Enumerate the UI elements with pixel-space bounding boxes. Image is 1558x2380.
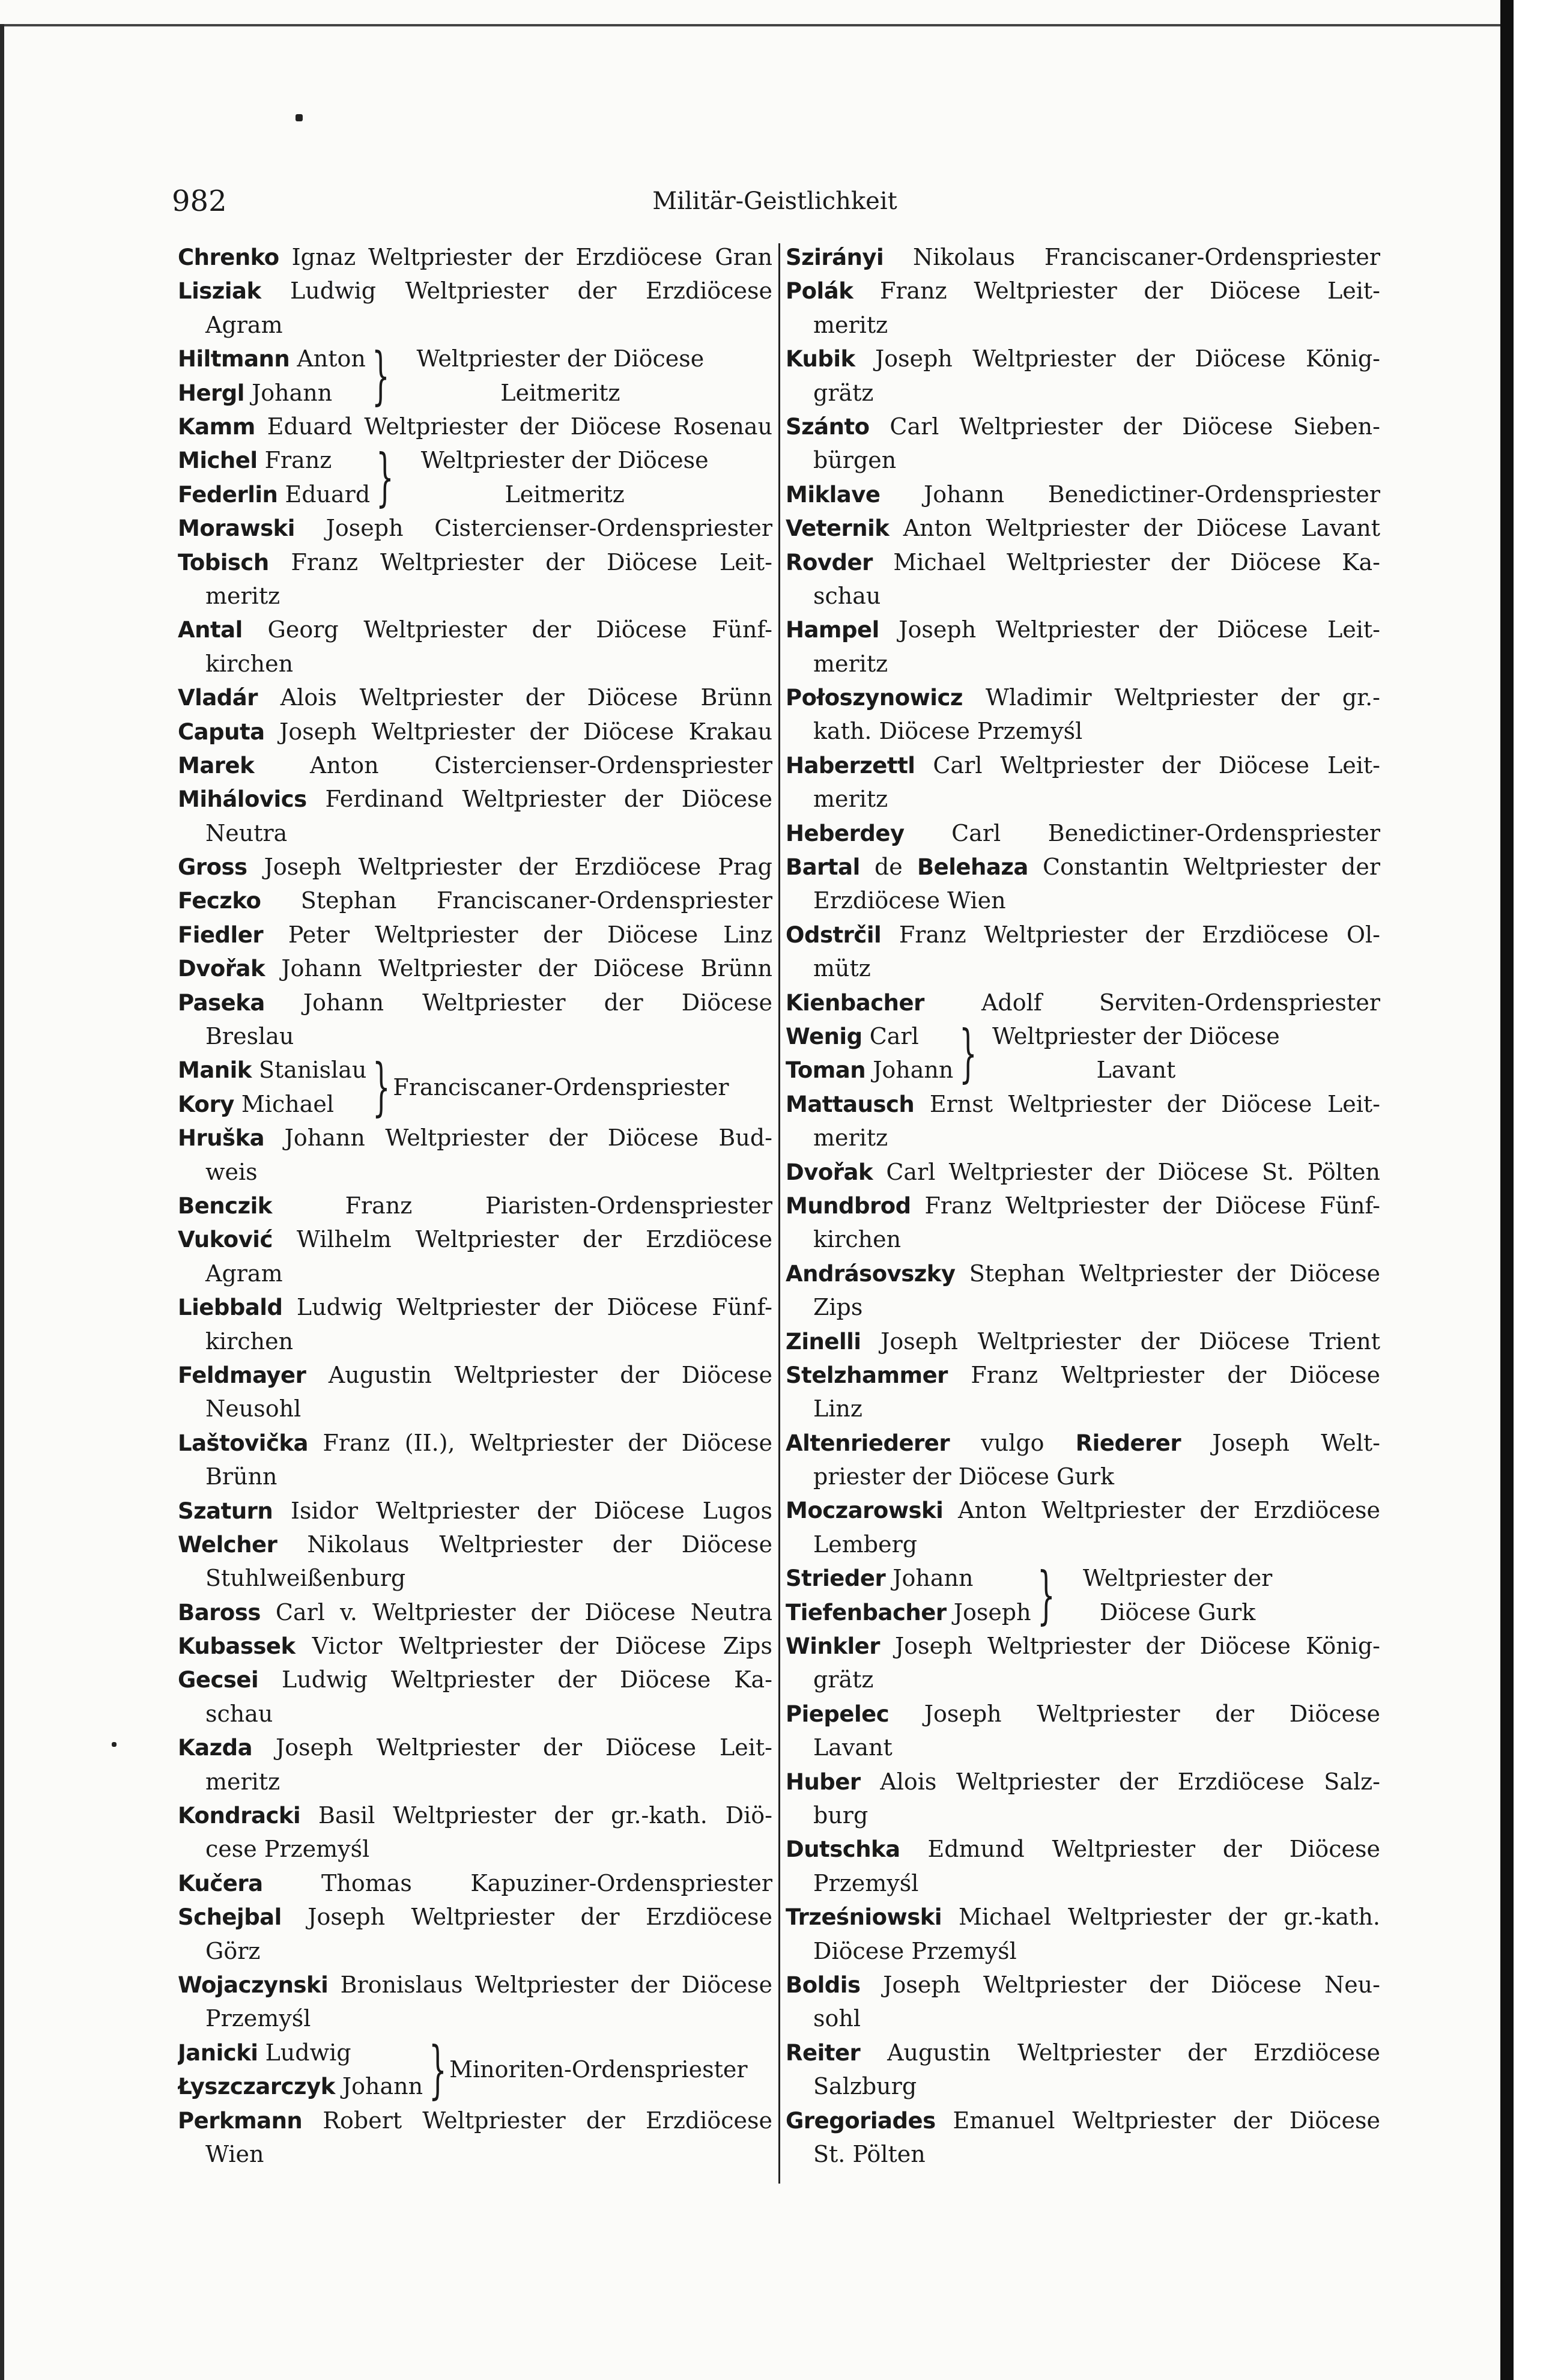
entry-text: Carl Weltpriester der Diöcese Leit- xyxy=(915,751,1380,779)
entry-name: Połoszynowicz xyxy=(786,685,963,711)
entry xyxy=(178,1629,772,1663)
entry-text: Isidor Weltpriester der Diöcese Lugos xyxy=(273,1497,772,1524)
entry-text: Anton Weltpriester der Diöcese Lavant xyxy=(889,515,1380,542)
entry-continuation: Erzdiöcese Wien xyxy=(813,887,1006,914)
entry-text: Anton xyxy=(289,345,366,372)
entry xyxy=(178,1290,772,1358)
entry xyxy=(178,410,772,443)
entry-name: Feldmayer xyxy=(178,1362,306,1388)
entry-continuation: schau xyxy=(813,582,881,609)
entry-continuation: bürgen xyxy=(813,447,897,474)
entry xyxy=(178,918,772,952)
entry-text: Franz (II.), Weltpriester der Diöcese xyxy=(308,1429,772,1456)
entry-name: Kamm xyxy=(178,413,255,440)
entry xyxy=(786,1968,1380,2036)
entry-text: Joseph Weltpriester der Diöcese xyxy=(889,1700,1380,1727)
entry-group xyxy=(786,1016,1380,1090)
entry xyxy=(178,952,772,985)
entry-text: Franz Weltpriester der Diöcese Fünf- xyxy=(911,1192,1380,1219)
entry-name: Mattausch xyxy=(786,1091,915,1117)
entry-continuation: priester der Diöcese Gurk xyxy=(813,1463,1115,1490)
right-column xyxy=(786,240,1380,2181)
entry-name: Kory xyxy=(178,1091,234,1117)
entry xyxy=(786,478,1380,511)
entry-name: Janicki xyxy=(178,2039,258,2066)
entry-text: Robert Weltpriester der Erzdiöcese xyxy=(302,2107,772,2134)
entry-continuation: meritz xyxy=(813,786,888,813)
entry-text: de xyxy=(859,854,917,881)
scan-speck xyxy=(112,1742,117,1747)
entry-text: Joseph Weltpriester der Diöcese Trient xyxy=(861,1328,1380,1355)
entry-continuation: meritz xyxy=(205,582,280,609)
entry-name: Tiefenbacher xyxy=(786,1599,947,1626)
entry xyxy=(178,1358,772,1426)
entry xyxy=(786,1087,1380,1155)
entry-name: Gregoriades xyxy=(786,2107,936,2134)
entry-name: Gecsei xyxy=(178,1667,259,1693)
entry xyxy=(786,511,1380,545)
entry-text: Anton Weltpriester der Erzdiöcese xyxy=(943,1497,1380,1524)
entry xyxy=(786,748,1380,816)
entry-text: Adolf Serviten-Ordenspriester xyxy=(924,989,1380,1016)
entry-text: Victor Weltpriester der Diöcese Zips xyxy=(295,1633,772,1660)
entry-name: Kazda xyxy=(178,1735,253,1761)
entry xyxy=(178,1426,772,1494)
entry-continuation: grätz xyxy=(813,379,874,406)
entry xyxy=(786,850,1380,918)
entry-name: Łyszczarczyk xyxy=(178,2074,335,2100)
entry-group xyxy=(786,1558,1380,1632)
entry-name: Antal xyxy=(178,617,243,643)
entry-text: Johann xyxy=(865,1057,954,1084)
entry xyxy=(786,1765,1380,1833)
entry-name: Bartal xyxy=(786,854,860,881)
entry-text: Carl v. Weltpriester der Diöcese Neutra xyxy=(260,1598,772,1626)
entry-name: Vladár xyxy=(178,685,258,711)
entry-name: Manik xyxy=(178,1057,252,1084)
entry-name: Altenriederer xyxy=(786,1430,950,1456)
entry-name: Lisziak xyxy=(178,278,261,305)
entry-name: Kubassek xyxy=(178,1633,296,1660)
entry-text: Basil Weltpriester der gr.-kath. Diö- xyxy=(300,1802,772,1829)
entry xyxy=(178,2104,772,2172)
entry-name: Chrenko xyxy=(178,244,279,270)
entry-continuation: Stuhlweißenburg xyxy=(205,1565,406,1592)
entry-name: Belehaza xyxy=(917,854,1028,881)
entry-text: Weltpriester der Diöcese xyxy=(420,447,709,474)
entry xyxy=(786,1493,1380,1561)
entry xyxy=(178,884,772,917)
entry-continuation: weis xyxy=(205,1158,258,1185)
entry xyxy=(786,1189,1380,1257)
entry-continuation: Linz xyxy=(813,1395,862,1422)
entry-name: Stelzhammer xyxy=(786,1362,948,1388)
entry xyxy=(178,782,772,850)
entry-continuation: Görz xyxy=(205,1937,261,1964)
scan-edge-top xyxy=(0,24,1500,26)
entry xyxy=(786,1257,1380,1325)
entry-name: Dutschka xyxy=(786,1836,900,1863)
entry-text: vulgo xyxy=(950,1429,1076,1456)
entry-name: Marek xyxy=(178,752,255,779)
entry-text: Stanislau xyxy=(251,1057,367,1084)
entry-text: Johann xyxy=(244,379,333,406)
entry-continuation: Lemberg xyxy=(813,1531,918,1558)
entry-continuation: St. Pölten xyxy=(813,2140,926,2167)
entry-group xyxy=(178,1050,772,1124)
entry-text: Carl Benedictiner-Ordenspriester xyxy=(904,819,1380,846)
entry-continuation: schau xyxy=(205,1700,273,1727)
entry-text: Minoriten-Ordenspriester xyxy=(449,2056,748,2083)
scan-margin-right xyxy=(1514,0,1558,2380)
entry xyxy=(178,1866,772,1900)
entry-text: Stephan Franciscaner-Ordenspriester xyxy=(261,887,772,914)
entry-name: Federlin xyxy=(178,481,278,508)
entry-name: Hiltmann xyxy=(178,346,290,372)
entry xyxy=(178,715,772,748)
entry-text: Ludwig xyxy=(258,2039,351,2066)
entry-text: Carl Weltpriester der Diöcese Sieben- xyxy=(869,413,1380,440)
entry xyxy=(786,1426,1380,1494)
entry xyxy=(786,240,1380,274)
entry-name: Veternik xyxy=(786,515,890,542)
entry xyxy=(786,918,1380,986)
entry-name: Riederer xyxy=(1075,1430,1181,1456)
left-column xyxy=(178,240,772,2181)
entry-text: Johann xyxy=(335,2073,423,2100)
entry-text: Joseph Weltpriester der Erzdiöcese Prag xyxy=(247,854,772,881)
entry-continuation: cese Przemyśl xyxy=(205,1836,370,1863)
scan-edge-right xyxy=(1500,0,1514,2380)
entry-text: Lavant xyxy=(1096,1057,1176,1084)
entry xyxy=(178,986,772,1054)
entry-name: Schejbal xyxy=(178,1904,282,1931)
entry xyxy=(178,1799,772,1866)
entry-name: Szaturn xyxy=(178,1498,273,1524)
entry-name: Michel xyxy=(178,448,258,474)
entry xyxy=(178,240,772,274)
entry xyxy=(786,1629,1380,1697)
entry-name: Strieder xyxy=(786,1565,886,1592)
entry-text: Michael Weltpriester der Diöcese Ka- xyxy=(872,548,1380,575)
entry xyxy=(178,1121,772,1189)
entry-text: Ernst Weltpriester der Diöcese Leit- xyxy=(914,1090,1380,1117)
entry-text: Nikolaus Weltpriester der Diöcese xyxy=(277,1531,772,1558)
scan-speck xyxy=(296,114,303,121)
entry-name: Kondracki xyxy=(178,1803,301,1829)
entry-name: Dvořak xyxy=(786,1159,873,1185)
entry-continuation: meritz xyxy=(813,311,888,338)
entry-continuation: Lavant xyxy=(813,1734,893,1761)
entry-name: Andrásovszky xyxy=(786,1260,956,1287)
entry-continuation: Agram xyxy=(205,311,283,338)
entry-group xyxy=(178,339,772,413)
entry-continuation: kirchen xyxy=(205,650,294,677)
entry xyxy=(786,1900,1380,1968)
entry-name: Gross xyxy=(178,854,247,881)
entry xyxy=(786,986,1380,1019)
column-divider xyxy=(778,243,780,2184)
entry-text: Johann Benedictiner-Ordenspriester xyxy=(880,481,1380,508)
entry-name: Liebbald xyxy=(178,1295,283,1321)
entry-name: Welcher xyxy=(178,1531,277,1558)
entry-text: Bronislaus Weltpriester der Diöcese xyxy=(328,1971,772,1998)
entry-name: Baross xyxy=(178,1599,261,1626)
entry-name: Moczarowski xyxy=(786,1498,944,1524)
entry-continuation: meritz xyxy=(813,1125,888,1152)
entry xyxy=(178,1189,772,1222)
entry-text: Stephan Weltpriester der Diöcese xyxy=(955,1260,1380,1287)
entry-name: Boldis xyxy=(786,1972,861,1998)
brace-symbol: } xyxy=(371,339,390,413)
entry-text: Joseph Weltpriester der Diöcese Leit- xyxy=(879,616,1380,643)
entry-name: Kubik xyxy=(786,346,855,372)
entry-name: Toman xyxy=(786,1057,866,1084)
entry-continuation: meritz xyxy=(205,1768,280,1795)
entry-continuation: Zips xyxy=(813,1294,863,1321)
entry xyxy=(178,1900,772,1968)
entry-text: Franz Weltpriester der Diöcese Leit- xyxy=(853,278,1380,305)
entry-text: Johann Weltpriester der Diöcese xyxy=(264,989,772,1016)
entry-name: Odstrčil xyxy=(786,921,882,948)
entry-text: Diöcese Gurk xyxy=(1099,1598,1256,1626)
entry-name: Kienbacher xyxy=(786,989,924,1016)
entry xyxy=(786,1325,1380,1358)
entry-text: Joseph Weltpriester der Diöcese Neu- xyxy=(860,1971,1380,1998)
entry xyxy=(786,816,1380,850)
entry xyxy=(786,1155,1380,1189)
entry-name: Reiter xyxy=(786,2039,861,2066)
entry-text: Weltpriester der xyxy=(1082,1565,1273,1592)
entry xyxy=(178,748,772,782)
entry-text: Joseph Weltpriester der Diöcese Krakau xyxy=(264,718,772,745)
entry-text: Alois Weltpriester der Erzdiöcese Salz- xyxy=(860,1768,1380,1795)
entry-name: Benczik xyxy=(178,1192,272,1219)
entry-name: Paseka xyxy=(178,989,265,1016)
entry-name: Wenig xyxy=(786,1023,862,1049)
entry xyxy=(178,681,772,714)
entry xyxy=(786,613,1380,681)
running-head: Militär-Geistlichkeit xyxy=(652,187,897,215)
brace-symbol: } xyxy=(376,440,394,514)
entry xyxy=(178,1222,772,1290)
entry-text: Wladimir Weltpriester der gr.- xyxy=(962,684,1380,711)
entry-continuation: grätz xyxy=(813,1666,874,1693)
entry-text: Weltpriester der Diöcese xyxy=(992,1022,1280,1049)
brace-symbol: } xyxy=(429,2032,447,2106)
entry-name: Miklave xyxy=(786,481,881,508)
entry xyxy=(786,1832,1380,1900)
entry-text: Eduard xyxy=(277,481,371,508)
entry-name: Mundbrod xyxy=(786,1192,911,1219)
entry-text: Alois Weltpriester der Diöcese Brünn xyxy=(258,684,772,711)
entry xyxy=(178,1663,772,1731)
entry-continuation: Agram xyxy=(205,1260,283,1287)
entry-text: Joseph Welt- xyxy=(1181,1429,1380,1456)
entry-text: Anton Cistercienser-Ordenspriester xyxy=(254,751,772,779)
entry xyxy=(178,850,772,884)
entry-text: Peter Weltpriester der Diöcese Linz xyxy=(263,921,772,948)
entry-name: Perkmann xyxy=(178,2107,303,2134)
page-number: 982 xyxy=(172,184,227,218)
entry-text: Michael Weltpriester der gr.-kath. xyxy=(942,1904,1380,1931)
entry-text: Franz Weltpriester der Diöcese Leit- xyxy=(268,548,772,575)
entry-name: Kučera xyxy=(178,1870,263,1896)
entry-text: Carl Weltpriester der Diöcese St. Pölten xyxy=(873,1158,1380,1185)
entry-name: Szánto xyxy=(786,413,870,440)
entry-continuation: Breslau xyxy=(205,1023,294,1050)
entry-name: Polák xyxy=(786,278,853,305)
entry xyxy=(786,2036,1380,2104)
entry-group xyxy=(178,2032,772,2106)
entry-name: Tobisch xyxy=(178,549,269,575)
entry-name: Hampel xyxy=(786,617,879,643)
entry-text: Nikolaus Franciscaner-Ordenspriester xyxy=(884,244,1380,270)
entry-text: Joseph Cistercienser-Ordenspriester xyxy=(294,515,772,542)
entry xyxy=(178,613,772,681)
entry-continuation: kath. Diöcese Przemyśl xyxy=(813,718,1083,745)
entry xyxy=(786,681,1380,748)
entry-text: Leitmeritz xyxy=(500,379,620,406)
entry-continuation: Wien xyxy=(205,2140,264,2167)
entry-continuation: burg xyxy=(813,1802,868,1829)
entry-name: Caputa xyxy=(178,718,265,745)
entry-text: Wilhelm Weltpriester der Erzdiöcese xyxy=(272,1226,772,1253)
entry-name: Winkler xyxy=(786,1633,880,1660)
entry xyxy=(178,1494,772,1528)
entry-continuation: Przemyśl xyxy=(205,2005,311,2032)
entry-name: Hruška xyxy=(178,1125,265,1152)
entry-text: Ludwig Weltpriester der Erzdiöcese xyxy=(261,278,772,305)
entry xyxy=(786,1358,1380,1426)
entry-text: Franz xyxy=(257,447,332,474)
entry-name: Zinelli xyxy=(786,1328,861,1355)
brace-symbol: } xyxy=(1037,1558,1055,1632)
entry-text: Constantin Weltpriester der xyxy=(1028,854,1380,881)
entry xyxy=(178,274,772,342)
entry xyxy=(786,342,1380,410)
entry-text: Johann xyxy=(885,1565,974,1592)
entry-name: Huber xyxy=(786,1768,861,1795)
entry-text: Weltpriester der Diöcese xyxy=(416,345,705,372)
entry-continuation: sohl xyxy=(813,2005,861,2032)
entry-name: Laštovička xyxy=(178,1430,308,1456)
entry-text: Leitmeritz xyxy=(505,481,625,508)
entry-name: Morawski xyxy=(178,515,295,542)
entry-text: Augustin Weltpriester der Erzdiöcese xyxy=(860,2039,1380,2066)
brace-symbol: } xyxy=(959,1016,978,1090)
entry-continuation: Przemyśl xyxy=(813,1869,919,1896)
entry-text: Ludwig Weltpriester der Diöcese Ka- xyxy=(258,1666,772,1693)
entry-text: Ludwig Weltpriester der Diöcese Fünf- xyxy=(282,1294,772,1321)
entry-continuation: kirchen xyxy=(813,1226,902,1253)
entry xyxy=(786,2104,1380,2172)
entry xyxy=(178,545,772,613)
entry-name: Vuković xyxy=(178,1227,273,1253)
entry xyxy=(178,1968,772,2036)
entry xyxy=(786,1697,1380,1765)
entry-text: Ferdinand Weltpriester der Diöcese xyxy=(306,786,772,813)
entry xyxy=(786,545,1380,613)
entry xyxy=(178,1595,772,1629)
entry-text: Joseph Weltpriester der Erzdiöcese xyxy=(281,1904,772,1931)
entry-text: Carl xyxy=(862,1022,919,1049)
entry-continuation: Neusohl xyxy=(205,1395,302,1422)
entry-text: Thomas Kapuziner-Ordenspriester xyxy=(262,1869,772,1896)
entry-name: Rovder xyxy=(786,549,873,575)
entry-continuation: meritz xyxy=(813,650,888,677)
entry-continuation: kirchen xyxy=(205,1328,294,1355)
entry-text: Franz Weltpriester der Erzdiöcese Ol- xyxy=(881,921,1380,948)
entry-name: Wojaczynski xyxy=(178,1972,329,1998)
entry-continuation: mütz xyxy=(813,955,871,982)
entry-text: Johann Weltpriester der Diöcese Brünn xyxy=(265,955,772,982)
entry xyxy=(178,1528,772,1595)
entry-name: Feczko xyxy=(178,888,261,914)
entry-text: Ignaz Weltpriester der Erzdiöcese Gran xyxy=(279,244,772,270)
entry-text: Johann Weltpriester der Diöcese Bud- xyxy=(264,1125,772,1152)
entry-name: Szirányi xyxy=(786,244,884,270)
entry-continuation: Neutra xyxy=(205,819,288,846)
entry xyxy=(178,1731,772,1799)
brace-symbol: } xyxy=(372,1050,391,1124)
entry-text: Edmund Weltpriester der Diöcese xyxy=(900,1836,1380,1863)
entry-continuation: Diöcese Przemyśl xyxy=(813,1937,1017,1964)
entry-name: Piepelec xyxy=(786,1701,890,1727)
entry-name: Heberdey xyxy=(786,820,905,846)
entry-text: Emanuel Weltpriester der Diöcese xyxy=(935,2107,1380,2134)
entry-continuation: Salzburg xyxy=(813,2073,917,2100)
entry-text: Joseph Weltpriester der Diöcese König- xyxy=(879,1633,1380,1660)
entry-name: Haberzettl xyxy=(786,752,915,779)
entry-name: Fiedler xyxy=(178,921,264,948)
entry-text: Franz Piaristen-Ordenspriester xyxy=(271,1192,772,1219)
entry-name: Trześniowski xyxy=(786,1904,942,1931)
entry-text: Joseph Weltpriester der Diöcese König- xyxy=(855,345,1380,372)
entry-text: Franciscaner-Ordenspriester xyxy=(393,1073,729,1100)
entry-name: Mihálovics xyxy=(178,786,307,813)
entry xyxy=(178,511,772,545)
scan-edge-left xyxy=(0,24,4,2380)
entry-text: Augustin Weltpriester der Diöcese xyxy=(306,1361,772,1388)
entry xyxy=(786,274,1380,342)
entry-group xyxy=(178,440,772,514)
entry-name: Dvořak xyxy=(178,956,265,982)
entry-name: Hergl xyxy=(178,380,244,406)
entry-text: Joseph xyxy=(946,1598,1031,1626)
entry xyxy=(786,410,1380,478)
entry-text: Franz Weltpriester der Diöcese xyxy=(947,1361,1380,1388)
entry-continuation: Brünn xyxy=(205,1463,277,1490)
entry-text: Eduard Weltpriester der Diöcese Rosenau xyxy=(255,413,772,440)
entry-text: Georg Weltpriester der Diöcese Fünf- xyxy=(242,616,772,643)
entry-text: Michael xyxy=(234,1090,335,1117)
entry-text: Joseph Weltpriester der Diöcese Leit- xyxy=(252,1734,772,1761)
